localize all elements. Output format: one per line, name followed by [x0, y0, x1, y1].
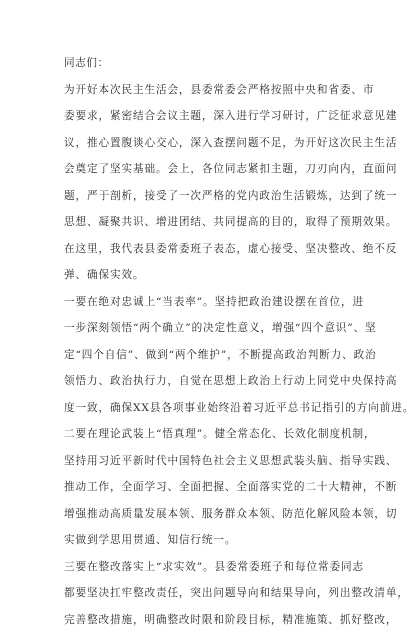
paragraph-line: 坚持用习近平新时代中国特色社会主义思想武装头脑、指导实践、 [64, 448, 346, 475]
paragraph-line: 都要坚决扛牢整改责任，突出问题导向和结果导向，列出整改清单， [64, 580, 346, 607]
paragraph-line: 一要在绝对忠诚上“当表率”。坚持把政治建设摆在首位，进 [64, 289, 346, 316]
paragraph-line: 推动工作，全面学习、全面把握、全面落实党的二十大精神，不断 [64, 474, 346, 501]
paragraph-line: 思想、凝聚共识、增进团结、共同提高的目的，取得了预期效果。 [64, 209, 346, 236]
salutation: 同志们： [64, 50, 346, 77]
paragraph-line: 题，严于剖析，接受了一次严格的党内政治生活锻炼，达到了统一 [64, 183, 346, 210]
paragraph-line: 为开好本次民主生活会，县委常委会严格按照中央和省委、市 [64, 77, 346, 104]
paragraph-line: 二要在理论武装上“悟真理”。健全常态化、长效化制度机制， [64, 421, 346, 448]
paragraph-line: 议，推心置腹谈心交心，深入查摆问题不足，为开好这次民主生活 [64, 130, 346, 157]
paragraph-line: 委要求，紧密结合会议主题，深入进行学习研讨，广泛征求意见建 [64, 103, 346, 130]
paragraph-line: 定“四个自信”、做到“两个维护”，不断提高政治判断力、政治 [64, 342, 346, 369]
paragraph-line: 会奠定了坚实基础。会上，各位同志紧扣主题，刀刃向内，直面问 [64, 156, 346, 183]
paragraph-line: 完善整改措施，明确整改时限和阶段目标，精准施策、抓好整改， [64, 607, 346, 633]
paragraph-line: 弹、确保实效。 [64, 262, 346, 289]
document-body [64, 50, 346, 570]
paragraph-line: 度一致，确保XX县各项事业始终沿着习近平总书记指引的方向前进。 [64, 395, 346, 422]
paragraph-line: 三要在整改落实上“求实效”。县委常委班子和每位常委同志 [64, 554, 346, 581]
paragraph-line: 在这里，我代表县委常委班子表态，虚心接受、坚决整改、绝不反 [64, 236, 346, 263]
paragraph-line: 增强推动高质量发展本领、服务群众本领、防范化解风险本领，切 [64, 501, 346, 528]
paragraph-line: 实做到学思用贯通、知信行统一。 [64, 527, 346, 554]
paragraph-line: 领悟力、政治执行力，自觉在思想上政治上行动上同党中央保持高 [64, 368, 346, 395]
paragraph-line: 一步深刻领悟“两个确立”的决定性意义，增强“四个意识”、坚 [64, 315, 346, 342]
